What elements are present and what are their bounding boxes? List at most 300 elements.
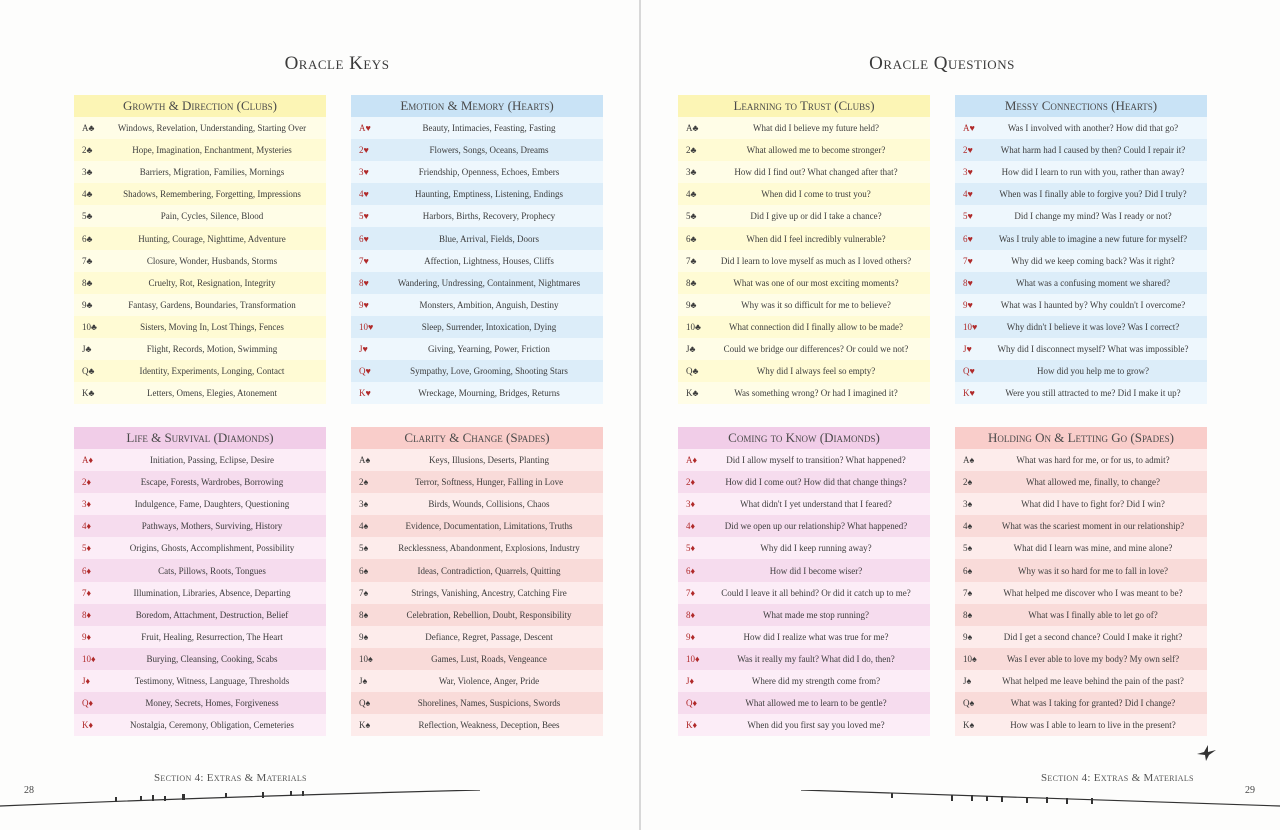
table-header: Coming to Know (Diamonds) <box>678 427 930 449</box>
card-meaning: Hunting, Courage, Nighttime, Adventure <box>138 233 286 244</box>
table-row <box>351 714 603 736</box>
oracle-questions-clubs-table <box>678 95 930 404</box>
table-row <box>678 161 930 183</box>
card-key: 9♥ <box>359 299 369 310</box>
card-meaning: Did we open up our relationship? What happened? <box>724 521 908 532</box>
card-key: Q♠ <box>963 698 975 709</box>
card-meaning: Keys, Illusions, Deserts, Planting <box>429 455 549 466</box>
oracle-questions-diamonds-table <box>678 427 930 736</box>
card-key: J♥ <box>359 343 368 354</box>
card-key: 3♥ <box>963 167 973 178</box>
table-row <box>351 139 603 161</box>
card-key: 5♦ <box>82 543 92 554</box>
card-meaning: Wandering, Undressing, Containment, Nightmares <box>397 277 581 288</box>
table-row <box>955 471 1207 493</box>
table-row <box>351 272 603 294</box>
table-header: Life & Survival (Diamonds) <box>74 427 326 449</box>
card-meaning: Birds, Wounds, Collisions, Chaos <box>428 499 550 510</box>
table-row <box>678 493 930 515</box>
card-meaning: Why was it so hard for me to fall in love? <box>1018 565 1168 576</box>
card-key: 7♥ <box>359 255 369 266</box>
table-row <box>74 559 326 581</box>
card-meaning: Why did I always feel so empty? <box>756 366 876 377</box>
table-row <box>351 648 603 670</box>
card-key: 9♣ <box>686 299 697 310</box>
left-page <box>0 0 639 830</box>
card-meaning: Hope, Imagination, Enchantment, Mysteries <box>132 145 292 156</box>
table-row <box>955 360 1207 382</box>
table-row <box>351 205 603 227</box>
table-row <box>351 316 603 338</box>
card-key: 8♦ <box>686 609 696 620</box>
card-meaning: Was I truly able to imagine a new future for myself? <box>998 233 1188 244</box>
card-meaning: Cruelty, Rot, Resignation, Integrity <box>148 277 276 288</box>
card-meaning: Flight, Records, Motion, Swimming <box>146 343 278 354</box>
card-key: 2♦ <box>686 477 696 488</box>
page-number: 28 <box>24 785 34 796</box>
card-key: 3♠ <box>359 499 369 510</box>
card-key: 2♣ <box>82 145 93 156</box>
card-key: 3♣ <box>82 167 93 178</box>
oracle-questions-spades-table <box>955 427 1207 736</box>
card-meaning: Defiance, Regret, Passage, Descent <box>425 631 553 642</box>
card-key: 7♠ <box>963 587 973 598</box>
table-row <box>955 117 1207 139</box>
card-meaning: Did I give up or did I take a chance? <box>750 211 882 222</box>
card-meaning: What didn't I yet understand that I feared? <box>740 499 892 510</box>
table-row <box>74 338 326 360</box>
card-key: K♦ <box>686 720 698 731</box>
card-key: 6♥ <box>963 233 973 244</box>
card-meaning: Shadows, Remembering, Forgetting, Impressions <box>123 189 301 200</box>
card-meaning: How did I become wiser? <box>769 565 863 576</box>
card-meaning: What allowed me to learn to be gentle? <box>745 698 887 709</box>
table-header: Messy Connections (Hearts) <box>955 95 1207 117</box>
card-meaning: Why did I disconnect myself? What was impossible? <box>997 343 1189 354</box>
card-key: Q♦ <box>82 698 94 709</box>
card-key: 6♦ <box>686 565 696 576</box>
card-key: 7♥ <box>963 255 973 266</box>
card-meaning: Windows, Revelation, Understanding, Starting Over <box>117 123 307 134</box>
table-row <box>955 272 1207 294</box>
card-meaning: Why did I keep running away? <box>760 543 872 554</box>
card-key: 5♦ <box>686 543 696 554</box>
table-header: Holding On & Letting Go (Spades) <box>955 427 1207 449</box>
table-row <box>955 493 1207 515</box>
card-key: 8♦ <box>82 609 92 620</box>
card-meaning: What allowed me, finally, to change? <box>1025 477 1161 488</box>
page-number: 29 <box>1245 785 1255 796</box>
table-row <box>351 582 603 604</box>
card-key: 7♣ <box>82 255 93 266</box>
card-meaning: Wreckage, Mourning, Bridges, Returns <box>418 388 560 399</box>
card-key: A♣ <box>82 123 95 134</box>
card-meaning: How did you help me to grow? <box>1037 366 1149 377</box>
table-row <box>678 692 930 714</box>
table-row <box>74 250 326 272</box>
card-meaning: Could I leave it all behind? Or did it catch up to me? <box>721 587 911 598</box>
card-key: 6♣ <box>686 233 697 244</box>
card-meaning: What helped me leave behind the pain of the past? <box>1002 675 1184 686</box>
card-meaning: Reflection, Weakness, Deception, Bees <box>418 720 560 731</box>
card-key: 9♥ <box>963 299 973 310</box>
card-meaning: Identity, Experiments, Longing, Contact <box>139 366 285 377</box>
table-row <box>74 117 326 139</box>
table-row <box>678 626 930 648</box>
card-meaning: How did I learn to run with you, rather than away? <box>1001 167 1185 178</box>
table-row <box>955 515 1207 537</box>
table-row <box>678 272 930 294</box>
card-key: J♦ <box>686 675 695 686</box>
card-meaning: Monsters, Ambition, Anguish, Destiny <box>419 299 559 310</box>
birds-on-wire-icon <box>0 790 490 810</box>
card-key: 6♥ <box>359 233 369 244</box>
table-row <box>955 714 1207 736</box>
flying-bird-icon <box>1196 744 1218 762</box>
table-row <box>955 227 1207 249</box>
table-row <box>955 648 1207 670</box>
card-key: 3♦ <box>686 499 696 510</box>
card-key: 4♥ <box>963 189 973 200</box>
table-row <box>351 493 603 515</box>
card-key: 9♣ <box>82 299 93 310</box>
card-meaning: Testimony, Witness, Language, Thresholds <box>134 675 290 686</box>
card-meaning: Pathways, Mothers, Surviving, History <box>141 521 283 532</box>
card-key: 7♦ <box>82 587 92 598</box>
table-row <box>351 382 603 404</box>
table-row <box>955 250 1207 272</box>
card-meaning: Barriers, Migration, Families, Mornings <box>139 167 285 178</box>
card-meaning: Did I get a second chance? Could I make it right? <box>1003 631 1183 642</box>
card-key: 9♠ <box>963 631 973 642</box>
card-meaning: Was something wrong? Or had I imagined it? <box>734 388 898 399</box>
table-row <box>351 294 603 316</box>
table-row <box>678 537 930 559</box>
card-meaning: What was I taking for granted? Did I change? <box>1010 698 1176 709</box>
table-row <box>351 692 603 714</box>
table-row <box>678 648 930 670</box>
card-meaning: Sisters, Moving In, Lost Things, Fences <box>140 321 284 332</box>
table-row <box>955 161 1207 183</box>
card-meaning: Why was it so difficult for me to believe? <box>741 299 891 310</box>
card-meaning: Why did we keep coming back? Was it right? <box>1011 255 1175 266</box>
card-meaning: Could we bridge our differences? Or could we not? <box>723 343 909 354</box>
card-key: 7♣ <box>686 255 697 266</box>
card-key: 6♣ <box>82 233 93 244</box>
table-row <box>955 294 1207 316</box>
card-meaning: Shorelines, Names, Suspicions, Swords <box>417 698 561 709</box>
table-row <box>351 449 603 471</box>
card-meaning: Pain, Cycles, Silence, Blood <box>160 211 264 222</box>
card-meaning: Fantasy, Gardens, Boundaries, Transformation <box>128 299 296 310</box>
card-key: 10♥ <box>359 321 374 332</box>
card-key: 6♦ <box>82 565 92 576</box>
card-key: K♠ <box>359 720 371 731</box>
card-meaning: Was I involved with another? How did that go? <box>1007 123 1179 134</box>
table-row <box>678 117 930 139</box>
card-key: A♦ <box>82 455 94 466</box>
table-row <box>74 183 326 205</box>
card-key: 9♠ <box>359 631 369 642</box>
card-key: 10♥ <box>963 321 978 332</box>
table-row <box>74 626 326 648</box>
card-meaning: What did I believe my future held? <box>753 123 879 134</box>
table-row <box>678 382 930 404</box>
table-row <box>351 626 603 648</box>
card-key: 3♦ <box>82 499 92 510</box>
table-row <box>74 161 326 183</box>
card-meaning: What was the scariest moment in our relationship? <box>1001 521 1185 532</box>
table-row <box>74 449 326 471</box>
table-row <box>678 582 930 604</box>
table-row <box>74 272 326 294</box>
card-meaning: How did I find out? What changed after that? <box>734 167 898 178</box>
table-row <box>955 205 1207 227</box>
card-meaning: Did I learn to love myself as much as I loved others? <box>720 255 912 266</box>
table-row <box>74 471 326 493</box>
card-meaning: Did I change my mind? Was I ready or not? <box>1014 211 1172 222</box>
table-row <box>74 227 326 249</box>
card-key: 5♥ <box>359 211 369 222</box>
table-row <box>955 382 1207 404</box>
card-key: K♥ <box>963 388 975 399</box>
table-row <box>678 559 930 581</box>
card-key: 8♥ <box>963 277 973 288</box>
card-meaning: What was I haunted by? Why couldn't I overcome? <box>1000 299 1186 310</box>
card-meaning: Ideas, Contradiction, Quarrels, Quitting <box>417 565 561 576</box>
card-meaning: When did I feel incredibly vulnerable? <box>746 233 886 244</box>
card-meaning: Where did my strength come from? <box>751 675 881 686</box>
table-row <box>74 604 326 626</box>
table-row <box>678 227 930 249</box>
card-meaning: Evidence, Documentation, Limitations, Truths <box>405 521 573 532</box>
card-meaning: Was I ever able to love my body? My own self? <box>1006 653 1180 664</box>
card-meaning: What was hard for me, or for us, to admit? <box>1016 455 1170 466</box>
card-meaning: How did I come out? How did that change things? <box>725 477 907 488</box>
card-key: 3♠ <box>963 499 973 510</box>
table-row <box>678 205 930 227</box>
card-key: Q♠ <box>359 698 371 709</box>
table-row <box>955 604 1207 626</box>
card-meaning: What did I have to fight for? Did I win? <box>1021 499 1165 510</box>
card-meaning: Haunting, Emptiness, Listening, Endings <box>415 189 563 200</box>
card-key: J♣ <box>686 343 696 354</box>
card-meaning: Celebration, Rebellion, Doubt, Responsibility <box>406 609 572 620</box>
card-key: K♣ <box>82 388 95 399</box>
table-row <box>74 360 326 382</box>
card-key: Q♦ <box>686 698 698 709</box>
card-meaning: Indulgence, Fame, Daughters, Questioning <box>134 499 290 510</box>
table-row <box>955 183 1207 205</box>
card-meaning: What made me stop running? <box>763 609 869 620</box>
card-key: 10♠ <box>359 653 373 664</box>
card-meaning: Initiation, Passing, Eclipse, Desire <box>150 455 274 466</box>
card-meaning: Did I allow myself to transition? What happened? <box>726 455 906 466</box>
card-key: A♥ <box>963 123 975 134</box>
card-meaning: Games, Lust, Roads, Vengeance <box>431 653 547 664</box>
table-row <box>955 582 1207 604</box>
card-meaning: Boredom, Attachment, Destruction, Belief <box>135 609 289 620</box>
card-meaning: What helped me discover who I was meant to be? <box>1003 587 1183 598</box>
card-key: 8♣ <box>686 277 697 288</box>
card-key: Q♥ <box>963 366 975 377</box>
card-key: 2♥ <box>359 145 369 156</box>
birds-on-wire-icon <box>801 790 1280 810</box>
card-meaning: Recklessness, Abandonment, Explosions, Industry <box>398 543 580 554</box>
card-meaning: Cats, Pillows, Roots, Tongues <box>158 565 266 576</box>
table-row <box>955 692 1207 714</box>
page-title: Oracle Questions <box>869 53 1015 74</box>
card-key: 4♣ <box>82 189 93 200</box>
table-row <box>351 183 603 205</box>
table-row <box>678 670 930 692</box>
card-meaning: When did I come to trust you? <box>761 189 871 200</box>
card-meaning: Were you still attracted to me? Did I make it up? <box>1005 388 1181 399</box>
table-row <box>351 227 603 249</box>
card-key: 9♦ <box>82 631 92 642</box>
card-meaning: What was one of our most exciting moments? <box>733 277 899 288</box>
table-row <box>955 338 1207 360</box>
table-row <box>74 670 326 692</box>
card-key: 4♦ <box>686 521 696 532</box>
section-footer: Section 4: Extras & Materials <box>1041 772 1194 784</box>
table-row <box>678 449 930 471</box>
table-row <box>351 559 603 581</box>
card-key: 5♠ <box>963 543 973 554</box>
card-key: 8♠ <box>359 609 369 620</box>
table-row <box>351 161 603 183</box>
table-row <box>678 604 930 626</box>
card-key: J♠ <box>963 675 972 686</box>
table-row <box>351 360 603 382</box>
card-meaning: Beauty, Intimacies, Feasting, Fasting <box>422 123 556 134</box>
card-meaning: What harm had I caused by then? Could I repair it? <box>1000 145 1186 156</box>
card-meaning: Money, Secrets, Homes, Forgiveness <box>145 698 279 709</box>
card-meaning: Blue, Arrival, Fields, Doors <box>439 233 539 244</box>
card-meaning: Fruit, Healing, Resurrection, The Heart <box>141 631 283 642</box>
card-key: 4♠ <box>963 521 973 532</box>
card-meaning: When was I finally able to forgive you? Did I truly? <box>999 189 1187 200</box>
table-row <box>74 515 326 537</box>
table-row <box>955 449 1207 471</box>
card-meaning: What was a confusing moment we shared? <box>1016 277 1170 288</box>
card-key: 10♦ <box>686 653 700 664</box>
oracle-keys-diamonds-table <box>74 427 326 736</box>
card-meaning: How was I able to learn to live in the present? <box>1010 720 1176 731</box>
table-row <box>678 360 930 382</box>
card-key: K♠ <box>963 720 975 731</box>
card-key: 8♥ <box>359 277 369 288</box>
table-row <box>351 515 603 537</box>
card-meaning: Nostalgia, Ceremony, Obligation, Cemeteries <box>130 720 294 731</box>
card-key: K♣ <box>686 388 699 399</box>
table-row <box>74 294 326 316</box>
card-key: 10♠ <box>963 653 977 664</box>
table-row <box>74 493 326 515</box>
card-key: 4♦ <box>82 521 92 532</box>
table-row <box>955 139 1207 161</box>
card-meaning: Letters, Omens, Elegies, Atonement <box>147 388 277 399</box>
card-key: 5♣ <box>82 211 93 222</box>
table-row <box>351 537 603 559</box>
oracle-questions-hearts-table <box>955 95 1207 404</box>
card-key: A♦ <box>686 455 698 466</box>
card-key: Q♥ <box>359 366 371 377</box>
table-row <box>74 205 326 227</box>
card-key: 7♠ <box>359 587 369 598</box>
table-row <box>74 382 326 404</box>
card-meaning: Closure, Wonder, Husbands, Storms <box>146 255 278 266</box>
oracle-keys-hearts-table <box>351 95 603 404</box>
card-meaning: Terror, Softness, Hunger, Falling in Love <box>414 477 564 488</box>
card-key: A♠ <box>963 455 975 466</box>
table-header: Growth & Direction (Clubs) <box>74 95 326 117</box>
card-key: 2♠ <box>359 477 369 488</box>
card-meaning: Why didn't I believe it was love? Was I correct? <box>1006 321 1180 332</box>
card-meaning: Friendship, Openness, Echoes, Embers <box>418 167 560 178</box>
table-row <box>678 250 930 272</box>
card-meaning: Escape, Forests, Wardrobes, Borrowing <box>140 477 284 488</box>
page-title: Oracle Keys <box>284 53 390 74</box>
card-key: 4♥ <box>359 189 369 200</box>
card-key: 8♠ <box>963 609 973 620</box>
card-meaning: Origins, Ghosts, Accomplishment, Possibility <box>129 543 295 554</box>
card-key: J♦ <box>82 675 91 686</box>
card-meaning: Was it really my fault? What did I do, then? <box>737 653 895 664</box>
table-row <box>955 537 1207 559</box>
table-row <box>74 139 326 161</box>
card-meaning: What was I finally able to let go of? <box>1028 609 1158 620</box>
table-row <box>955 670 1207 692</box>
right-page <box>641 0 1280 830</box>
card-meaning: How did I realize what was true for me? <box>743 631 889 642</box>
card-key: J♥ <box>963 343 972 354</box>
table-row <box>678 471 930 493</box>
card-key: 10♦ <box>82 653 96 664</box>
table-row <box>351 250 603 272</box>
table-header: Emotion & Memory (Hearts) <box>351 95 603 117</box>
card-meaning: Sympathy, Love, Grooming, Shooting Stars <box>410 366 568 377</box>
card-key: A♥ <box>359 123 371 134</box>
card-meaning: Affection, Lightness, Houses, Cliffs <box>424 255 554 266</box>
table-row <box>678 714 930 736</box>
table-row <box>74 316 326 338</box>
card-meaning: What connection did I finally allow to be made? <box>729 321 903 332</box>
card-meaning: Sleep, Surrender, Intoxication, Dying <box>421 321 557 332</box>
card-key: A♠ <box>359 455 371 466</box>
table-row <box>351 604 603 626</box>
table-row <box>74 714 326 736</box>
card-key: K♦ <box>82 720 94 731</box>
card-key: 5♠ <box>359 543 369 554</box>
card-key: 6♠ <box>963 565 973 576</box>
card-key: 5♥ <box>963 211 973 222</box>
card-key: 8♣ <box>82 277 93 288</box>
oracle-keys-spades-table <box>351 427 603 736</box>
table-row <box>74 648 326 670</box>
card-meaning: When did you first say you loved me? <box>747 720 885 731</box>
card-key: 7♦ <box>686 587 696 598</box>
card-key: 6♠ <box>359 565 369 576</box>
card-key: 4♠ <box>359 521 369 532</box>
table-header: Clarity & Change (Spades) <box>351 427 603 449</box>
card-meaning: Flowers, Songs, Oceans, Dreams <box>429 145 549 156</box>
card-key: K♥ <box>359 388 371 399</box>
card-key: J♠ <box>359 675 368 686</box>
section-footer: Section 4: Extras & Materials <box>154 772 307 784</box>
card-meaning: What allowed me to become stronger? <box>746 145 886 156</box>
card-key: 2♠ <box>963 477 973 488</box>
